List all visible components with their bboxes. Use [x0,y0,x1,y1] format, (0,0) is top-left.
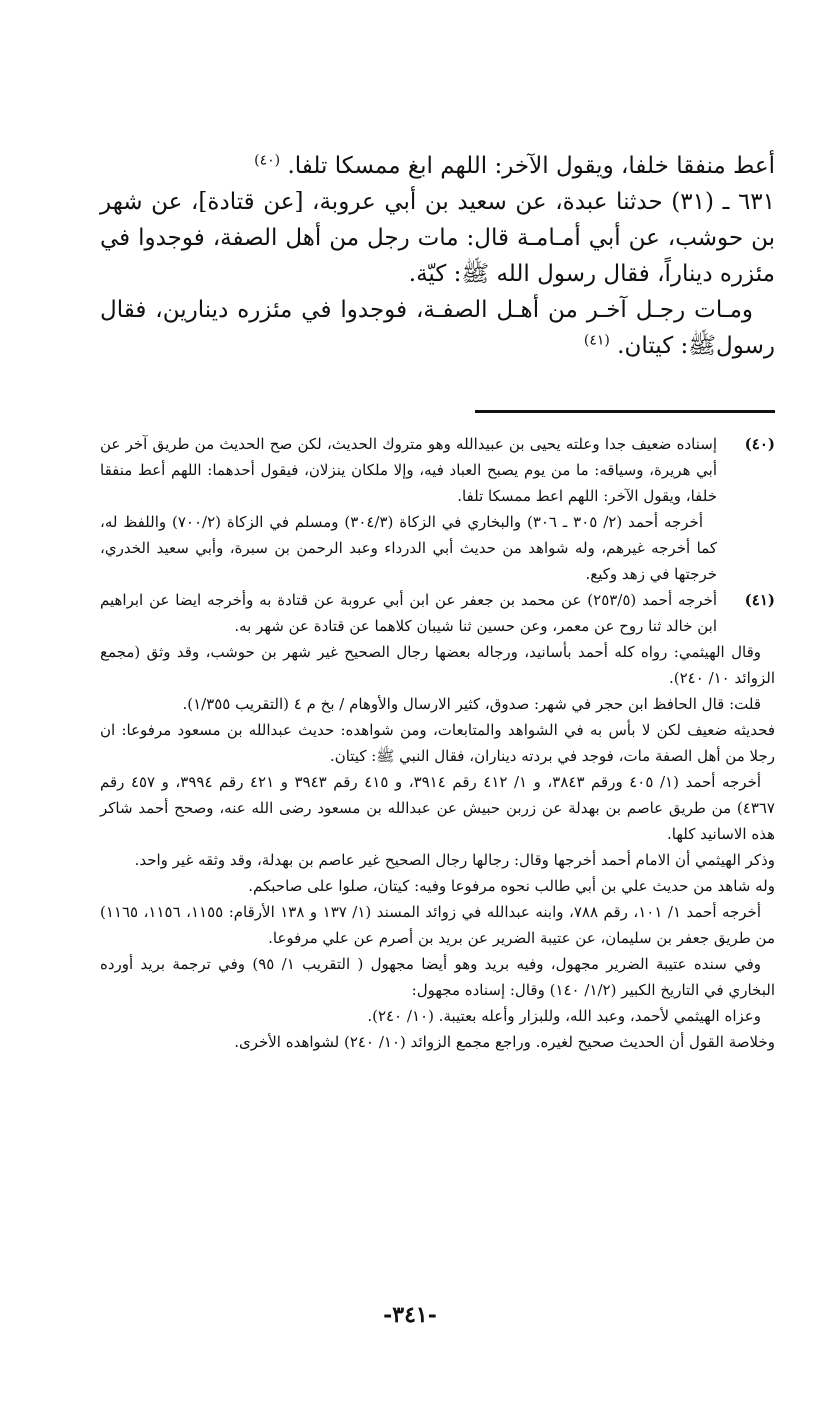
footnote-41-para-6: وذكر الهيثمي أن الامام أحمد أخرجها وقال: رجالها رجال الصحيح غير عاصم بن بهدلة، وقد وثقه غير واحد. [134,851,775,869]
footnote-41-para-3: قلت: قال الحافظ ابن حجر في شهر: صدوق، كثير الارسال والأوهام / بخ م ٤ (التقريب ١/٣٥٥). [182,695,761,713]
footnote-41-para-8: أخرجه أحمد ١/ ١٠١، رقم ٧٨٨، وابنه عبدالله في زوائد المسند (١/ ١٣٧ و ١٣٨ الأرقام: ١١٥٥، ١١٥٦، ١١٦٥) من طريق جعفر بن سليمان، عن عتيبة الضرير عن بريد بن أصرم عن علي مرفوعا. [100,903,775,947]
footnote-40-number: (٤٠) [744,435,775,453]
footnote-41-para-1: أخرجه أحمد (٢٥٣/٥) عن محمد بن جعفر عن ابن أبي عروبة عن قتادة به وأخرجه ايضا عن ابراهيم ابن خالد ثنا روح عن معمر، وعن حسين ثنا شيبان كلاهما عن قتادة عن شهر به. [100,591,718,635]
hadith-631: ٦٣١ ـ (٣١) حدثنا عبدة، عن سعيد بن أبي عروبة، [عن قتادة]، عن شهر بن حوشب، عن أبي أمـامـة قال: مات رجل من أهل الصفة، فوجدوا في مئزره ديناراً، فقال رسول الله ﷺ: كيّة. [100,189,775,287]
footnote-41-para-2: وقال الهيثمي: رواه كله أحمد بأسانيد، ورجاله بعضها رجال الصحيح غير شهر بن حوشب، وقد وثق (مجمع الزوائد ١٠/ ٢٤٠). [100,643,775,687]
footnote-41-para-4: فحديثه ضعيف لكن لا بأس به في الشواهد والمتابعات، ومن شواهده: حديث عبدالله بن مسعود مرفوعا: ان رجلا من أهل الصفة مات، فوجد في بردته ديناران، فقال النبي ﷺ: كيتان. [100,721,775,765]
footnote-41-para-11: وخلاصة القول أن الحديث صحيح لغيره. وراجع مجمع الزوائد (١٠/ ٢٤٠) لشواهده الأخرى. [234,1033,775,1051]
footnote-41-number: (٤١) [744,591,775,609]
footnote-separator [475,410,775,413]
footnote-41-para-5: أخرجه أحمد (١/ ٤٠٥ ورقم ٣٨٤٣، و ١/ ٤١٢ رقم ٣٩١٤، و ٤١٥ رقم ٣٩٤٣ و ٤٢١ رقم ٣٩٩٤، و ٤٥٧ رقم ٤٣٦٧) من طريق عاصم بن بهدلة عن زربن حبيش عن عبدالله بن مسعود رضى الله عنه، وصحح أحمد شاكر هذه الاسانيد كلها. [100,773,775,843]
footnote-40 [100,431,775,587]
page-number: -٣٤١- [383,1302,437,1328]
footnotes [100,431,775,1055]
main-second-paragraph [100,292,775,364]
main-text [100,148,775,364]
main-line-1-text: أعط منفقا خلفا، ويقول الآخر: اللهم ابغ ممسكا تلفا. [287,153,775,179]
footnote-41 [100,587,775,639]
main-line-1 [100,148,775,184]
main-second-text: ومـات رجـل آخـر من أهـل الصفـة، فوجدوا في مئزره دينارين، فقال رسولﷺ: كيتان. [100,297,775,359]
footnote-41-para-10: وعزاه الهيثمي لأحمد، وعبد الله، وللبزار وأعله بعتيبة. (١٠/ ٢٤٠). [367,1007,761,1025]
footnote-ref-40: (٤٠) [254,152,281,169]
footnote-40-para-2: أخرجه أحمد (٢/ ٣٠٥ ـ ٣٠٦) والبخاري في الزكاة (٣٠٤/٣) ومسلم في الزكاة (٧٠٠/٢) واللفظ له، كما أخرجه غيرهم، وله شواهد من حديث أبي الدرداء وعبد الرحمن بن سبرة، وأبي سعيد الخدري، خرجتها في زهد وكيع. [100,513,717,583]
footnote-ref-41: (٤١) [583,332,610,349]
page-body [100,148,775,1388]
footnote-41-para-7: وله شاهد من حديث علي بن أبي طالب نحوه مرفوعا وفيه: كيتان، صلوا على صاحبكم. [248,877,775,895]
footnote-40-para-1: إسناده ضعيف جدا وعلته يحيى بن عبيدالله وهو متروك الحديث، لكن صح الحديث من طريق آخر عن أبي هريرة، وسياقه: ما من يوم يصبح العباد فيه، وإلا ملكان ينزلان، فيقول أحدهما: اللهم أعط منفقا خلفا، ويقول الآخر: اللهم اعط ممسكا تلفا. [100,435,717,505]
footnote-41-para-9: وفي سنده عتيبة الضرير مجهول، وفيه بريد وهو أيضا مجهول ( التقريب ١/ ٩٥) وفي ترجمة بريد أورده البخاري في التاريخ الكبير (١/٢/ ١٤٠) وقال: إسناده مجهول: [100,955,775,999]
